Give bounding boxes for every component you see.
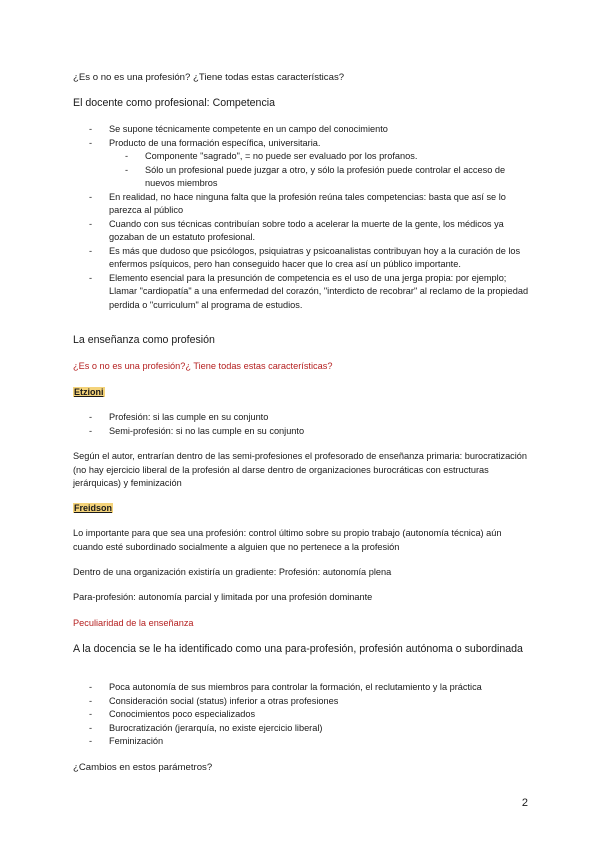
etzioni-list <box>73 411 533 438</box>
red-question: ¿Es o no es una profesión?¿ Tiene todas estas características? <box>73 361 333 371</box>
list-item: - Es más que dudoso que psicólogos, psiquiatras y psicoanalistas contribuyan hoy a la curación de los enfermos psíquicos, pero han conseguido hacer que lo crea así un público importante. <box>73 245 533 272</box>
etzioni-label: Etzioni <box>74 387 104 397</box>
list-item: - En realidad, no hace ninguna falta que la profesión reúna tales competencias: basta que así se lo parezca al público <box>73 191 533 218</box>
peculiaridad-heading: Peculiaridad de la enseñanza <box>73 618 194 628</box>
list-item: - Feminización <box>73 735 533 749</box>
list-item <box>73 137 533 191</box>
freidson-paragraph: Lo importante para que sea una profesión: control último sobre su propio trabajo (autonomía técnica) aún cuando esté subordinado socialmente a alguien que no pertenece a la profesión <box>73 528 502 552</box>
list-item: - Elemento esencial para la presunción de competencia es el uso de una jerga propia: por ejemplo; Llamar "cardiopatía" a una enfermedad del corazón, "interdicto de recobrar" al reclamo de la propiedad perdida o "curriculum" al programa de estudios. <box>73 272 533 313</box>
ensenanza-heading: La enseñanza como profesión <box>73 334 215 346</box>
freidson-label-line <box>73 502 533 516</box>
list-item: - Semi-profesión: si no las cumple en su conjunto <box>73 425 533 439</box>
semi-paragraph: Según el autor, entrarían dentro de las semi-profesiones el profesorado de enseñanza primaria: burocratización (no hay ejercicio liberal de la profesión al darse dentro de organizaciones burocráticas con estructuras jerárquicas) y feminización <box>73 451 528 488</box>
list-item: - Se supone técnicamente competente en un campo del conocimiento <box>73 123 533 137</box>
list-item: - Profesión: si las cumple en su conjunto <box>73 411 533 425</box>
list-item: - Conocimientos poco especializados <box>73 708 533 722</box>
etzioni-label-line <box>73 386 533 400</box>
competencia-list <box>73 123 533 312</box>
competencia-sublist <box>109 150 533 191</box>
list-item: - Cuando con sus técnicas contribuían sobre todo a acelerar la muerte de la gente, los médicos ya gozaban de un estatuto profesional. <box>73 218 533 245</box>
list-item: - Poca autonomía de sus miembros para controlar la formación, el reclutamiento y la práctica <box>73 681 533 695</box>
closing-question: ¿Cambios en estos parámetros? <box>73 762 213 773</box>
peculiaridad-list <box>73 681 533 749</box>
gradiente-paragraph: Dentro de una organización existiría un gradiente: Profesión: autonomía plena <box>73 567 392 577</box>
sublist-item: - Componente "sagrado", = no puede ser evaluado por los profanos. <box>109 150 533 164</box>
list-item: - Burocratización (jerarquía, no existe ejercicio liberal) <box>73 722 533 736</box>
list-item-text: Producto de una formación específica, universitaria. <box>109 137 321 148</box>
sublist-item: - Sólo un profesional puede juzgar a otro, y sólo la profesión puede controlar el acceso de nuevos miembros <box>109 164 533 191</box>
list-item: - Consideración social (status) inferior a otras profesiones <box>73 695 533 709</box>
heading-question: ¿Es o no es una profesión? ¿Tiene todas estas características? <box>73 72 345 83</box>
docente-heading: El docente como profesional: Competencia <box>73 97 275 109</box>
paraprofesion-paragraph: Para-profesión: autonomía parcial y limitada por una profesión dominante <box>73 592 373 602</box>
freidson-label: Freidson <box>74 503 113 513</box>
page-number: 2 <box>521 797 528 809</box>
docencia-paragraph: A la docencia se le ha identificado como una para-profesión, profesión autónoma o subordinada <box>73 643 523 655</box>
